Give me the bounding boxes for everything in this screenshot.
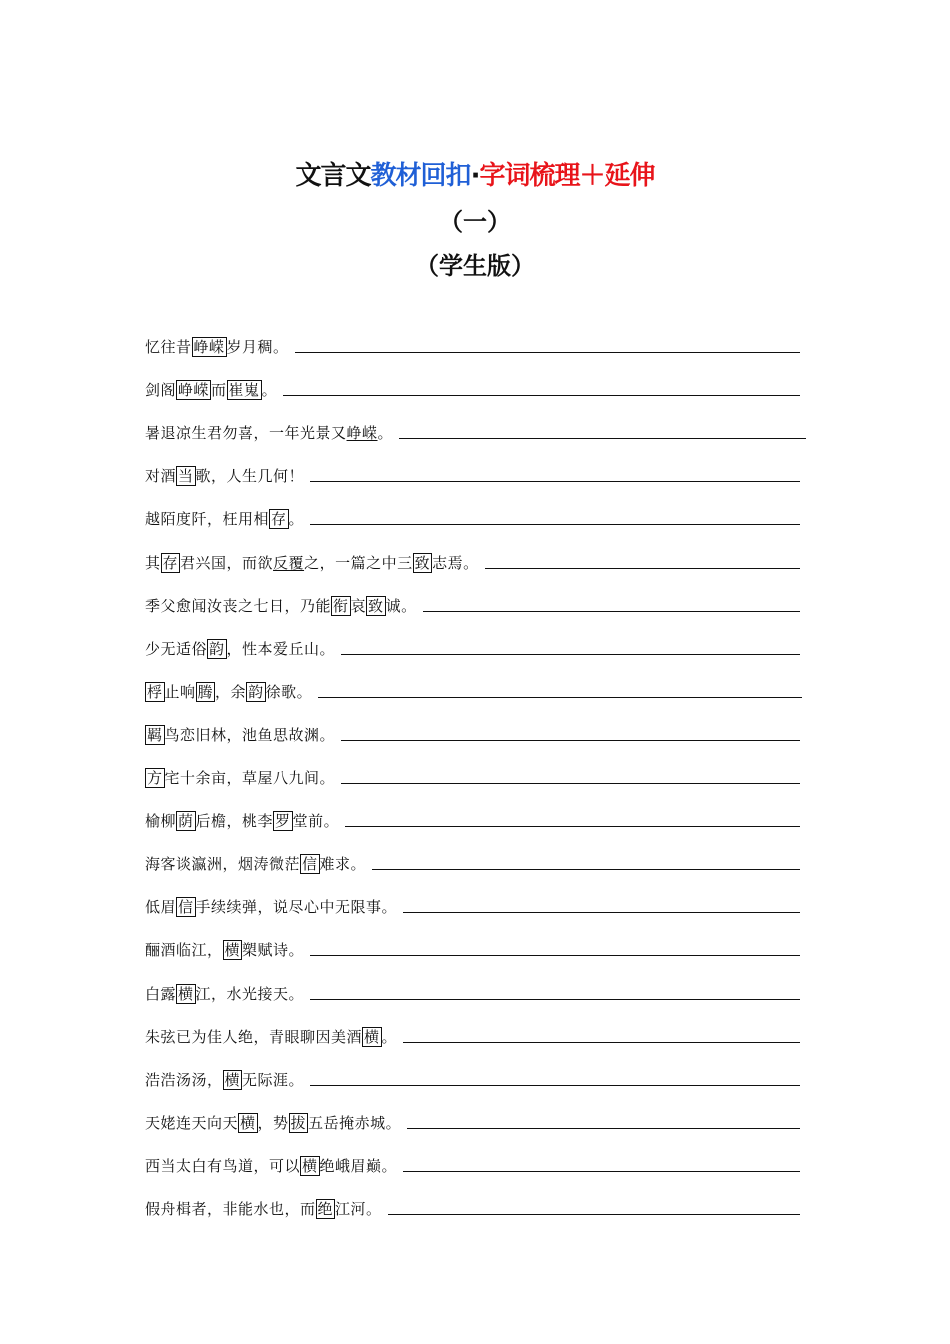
exercise-line <box>145 486 800 529</box>
exercise-sentence <box>145 811 339 831</box>
answer-blank[interactable] <box>318 697 802 698</box>
exercise-line <box>145 1133 800 1176</box>
exercise-sentence <box>145 984 304 1004</box>
exercise-sentence <box>145 1027 397 1047</box>
exercise-sentence <box>145 639 335 659</box>
sentence-text: 江，水光接天。 <box>195 984 305 1003</box>
sentence-text: 假舟楫者，非能水也，而 <box>145 1199 316 1218</box>
answer-blank[interactable] <box>403 912 800 913</box>
answer-blank[interactable] <box>423 611 800 612</box>
exercise-sentence <box>145 854 366 874</box>
exercise-line <box>145 960 800 1003</box>
boxed-keyword: 横 <box>224 1070 241 1089</box>
boxed-keyword: 桴 <box>147 682 163 701</box>
exercise-sentence <box>145 1113 401 1133</box>
answer-blank[interactable] <box>283 395 800 396</box>
exercise-line <box>145 831 800 874</box>
exercise-line <box>145 314 800 357</box>
exercise-sentence <box>145 553 479 573</box>
exercise-line <box>145 573 800 616</box>
sentence-text: 槊赋诗。 <box>242 941 305 960</box>
sentence-text: ，余 <box>215 682 247 701</box>
sentence-text: 难求。 <box>319 855 367 874</box>
sentence-text: 无际涯。 <box>242 1070 305 1089</box>
boxed-keyword: 衔 <box>333 596 349 615</box>
exercise-sentence <box>145 725 335 745</box>
exercise-sentence <box>145 466 304 486</box>
sentence-text: 而 <box>211 381 227 400</box>
boxed-keyword: 存 <box>271 510 287 529</box>
answer-blank[interactable] <box>341 740 800 741</box>
answer-blank[interactable] <box>295 352 800 353</box>
sentence-text: 江河。 <box>335 1199 382 1218</box>
sentence-text: 。 <box>288 510 305 529</box>
exercise-line <box>145 1090 800 1133</box>
sentence-text: 之，一篇之中三 <box>304 553 413 572</box>
boxed-keyword: 腾 <box>197 682 214 701</box>
answer-blank[interactable] <box>388 1214 800 1215</box>
boxed-keyword: 方 <box>147 769 163 788</box>
title-part-2: 教材回扣 <box>370 161 471 191</box>
sentence-text: 手续续弹，说尽心中无限事。 <box>195 898 398 917</box>
answer-blank[interactable] <box>407 1128 800 1129</box>
boxed-keyword: 当 <box>178 467 194 486</box>
exercise-line <box>145 1004 800 1047</box>
boxed-keyword: 韵 <box>209 639 225 658</box>
sentence-text: 岁月稠。 <box>226 338 289 357</box>
answer-blank[interactable] <box>310 955 800 956</box>
boxed-keyword: 横 <box>302 1156 318 1175</box>
subtitle-version: （学生版） <box>415 252 535 280</box>
boxed-keyword: 峥嵘 <box>193 338 225 357</box>
exercise-line <box>145 529 800 572</box>
page-title <box>0 155 950 192</box>
exercise-line <box>145 1176 800 1219</box>
answer-blank[interactable] <box>341 654 800 655</box>
sentence-text: 宅十余亩，草屋八九间。 <box>164 769 336 788</box>
sentence-text: 暑退凉生君勿喜，一年光景又 <box>145 424 347 443</box>
sentence-text: 志焉。 <box>432 553 479 572</box>
boxed-keyword: 羁 <box>147 725 163 744</box>
sentence-text: 榆柳 <box>145 812 177 831</box>
exercise-sentence <box>145 768 335 788</box>
exercise-sentence <box>145 337 289 357</box>
boxed-keyword: 横 <box>364 1027 380 1046</box>
sentence-text: 五岳掩赤城。 <box>308 1113 402 1132</box>
boxed-keyword: 绝 <box>317 1199 334 1218</box>
exercise-sentence <box>145 897 397 917</box>
exercise-line <box>145 400 806 443</box>
sentence-text: 越陌度阡，枉用相 <box>145 510 270 529</box>
sentence-text: 。 <box>381 1027 398 1046</box>
exercise-line <box>145 745 800 788</box>
sentence-text: 诚。 <box>385 596 417 615</box>
exercise-line <box>145 702 800 745</box>
boxed-keyword: 致 <box>368 596 384 615</box>
exercise-line <box>145 874 800 917</box>
exercise-list <box>145 314 810 1219</box>
boxed-keyword: 荫 <box>178 812 194 831</box>
exercise-line <box>145 659 802 702</box>
exercise-line <box>145 616 800 659</box>
sentence-text: 绝峨眉巅。 <box>319 1156 398 1175</box>
boxed-keyword: 崔嵬 <box>228 381 260 400</box>
sentence-text: ，势 <box>257 1113 289 1132</box>
answer-blank[interactable] <box>403 1171 800 1172</box>
answer-blank[interactable] <box>341 783 800 784</box>
boxed-keyword: 存 <box>162 553 179 572</box>
exercise-sentence <box>145 423 393 443</box>
sentence-text: 。 <box>261 381 278 400</box>
sentence-text: 海客谈瀛洲，烟涛微茫 <box>145 855 301 874</box>
answer-blank[interactable] <box>310 524 800 525</box>
exercise-line <box>145 1047 800 1090</box>
title-part-1: 文言文 <box>295 161 371 191</box>
sentence-text: 君兴国，而欲 <box>180 553 274 572</box>
boxed-keyword: 横 <box>240 1113 256 1132</box>
sentence-text: 止响 <box>164 682 196 701</box>
exercise-line <box>145 788 800 831</box>
subtitle-number: （一） <box>439 208 511 236</box>
answer-blank[interactable] <box>310 481 800 482</box>
boxed-keyword: 横 <box>178 984 194 1003</box>
sentence-text: ，性本爱丘山。 <box>226 639 336 658</box>
answer-blank[interactable] <box>372 869 800 870</box>
exercise-sentence <box>145 509 304 529</box>
exercise-line <box>145 357 800 400</box>
sentence-text: 剑阁 <box>145 381 177 400</box>
answer-blank[interactable] <box>310 999 800 1000</box>
sentence-text: 季父愈闻汝丧之七日，乃能 <box>145 596 332 615</box>
exercise-sentence <box>145 1156 397 1176</box>
sentence-text: 忆往昔 <box>145 338 192 357</box>
underlined-keyword: 峥嵘 <box>346 424 378 443</box>
sentence-text: 天姥连天向天 <box>145 1113 239 1132</box>
exercise-line <box>145 443 800 486</box>
sentence-text: 其 <box>145 553 161 572</box>
sentence-text: 西当太白有鸟道，可以 <box>145 1156 301 1175</box>
boxed-keyword: 峥嵘 <box>178 381 210 400</box>
answer-blank[interactable] <box>345 826 800 827</box>
boxed-keyword: 罗 <box>275 812 291 831</box>
answer-blank[interactable] <box>310 1085 800 1086</box>
underlined-keyword: 反覆 <box>273 553 305 572</box>
boxed-keyword: 致 <box>414 553 431 572</box>
answer-blank[interactable] <box>403 1042 800 1043</box>
sentence-text: 酾酒临江， <box>145 941 223 960</box>
answer-blank[interactable] <box>399 438 806 439</box>
sentence-text: 歌，人生几何！ <box>195 467 305 486</box>
exercise-sentence <box>145 596 417 616</box>
exercise-sentence <box>145 682 312 702</box>
sentence-text: 对酒 <box>145 467 177 486</box>
boxed-keyword: 信 <box>178 898 194 917</box>
sentence-text: 浩浩汤汤， <box>145 1070 223 1089</box>
boxed-keyword: 横 <box>224 941 241 960</box>
sentence-text: 朱弦已为佳人绝，青眼聊因美酒 <box>145 1027 363 1046</box>
sentence-text: 白露 <box>145 984 177 1003</box>
boxed-keyword: 信 <box>302 855 318 874</box>
exercise-sentence <box>145 1070 304 1090</box>
exercise-sentence <box>145 940 304 960</box>
title-part-4: 字词梳理＋延伸 <box>479 161 655 191</box>
sentence-text: 哀 <box>350 596 367 615</box>
answer-blank[interactable] <box>485 568 800 569</box>
exercise-sentence <box>145 380 277 400</box>
sentence-text: 少无适俗 <box>145 639 208 658</box>
exercise-line <box>145 917 800 960</box>
exercise-sentence <box>145 1199 382 1219</box>
sentence-text: 鸟恋旧林，池鱼思故渊。 <box>164 725 336 744</box>
sentence-text: 低眉 <box>145 898 177 917</box>
sentence-text: 。 <box>377 424 394 443</box>
boxed-keyword: 韵 <box>248 682 264 701</box>
boxed-keyword: 拔 <box>290 1113 307 1132</box>
sentence-text: 堂前。 <box>292 812 340 831</box>
title-part-3: · <box>470 161 480 191</box>
sentence-text: 后檐，桃李 <box>195 812 274 831</box>
sentence-text: 徐歌。 <box>265 682 313 701</box>
